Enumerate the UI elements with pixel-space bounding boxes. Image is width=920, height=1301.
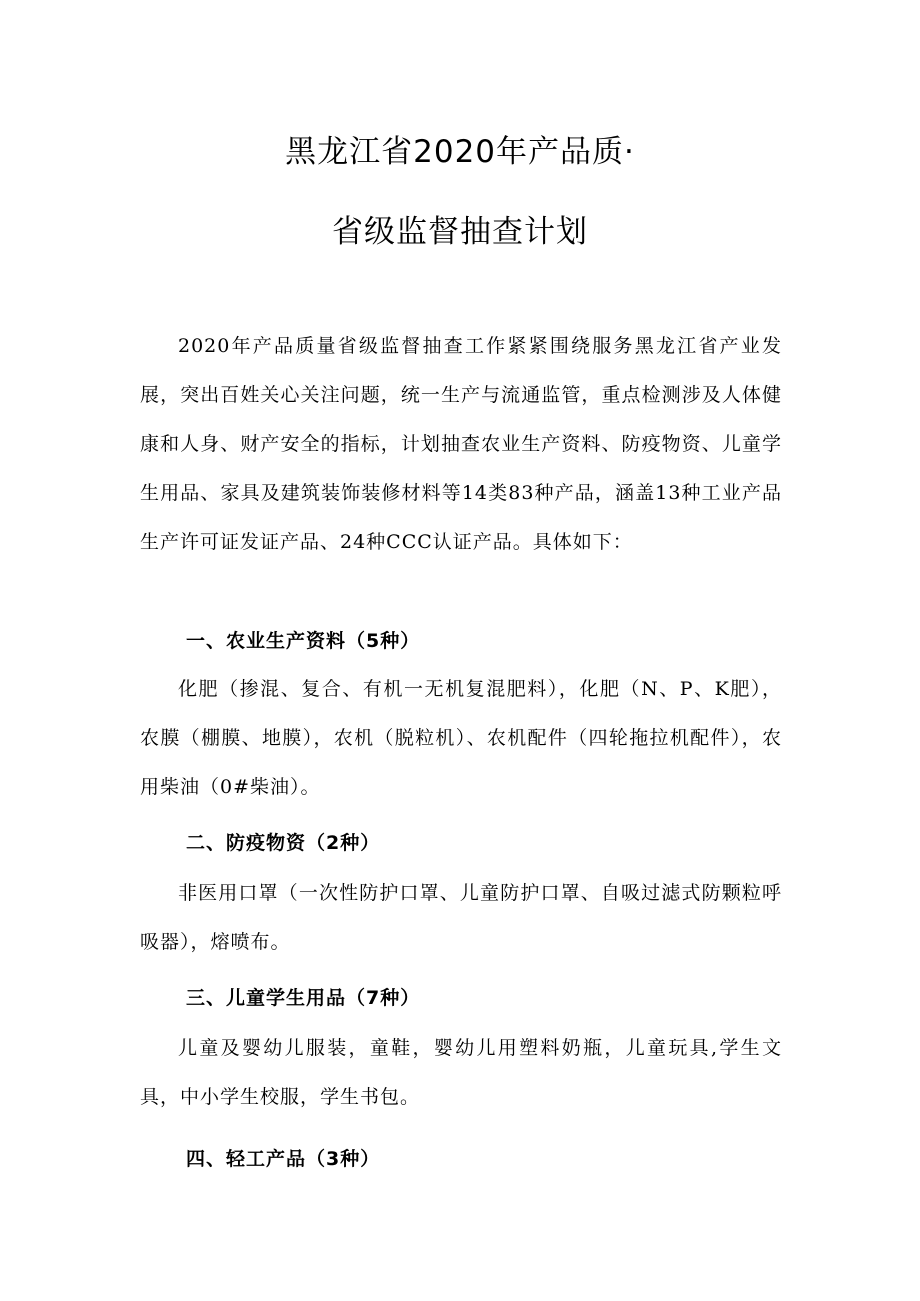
intro-paragraph: 2020年产品质量省级监督抽查工作紧紧围绕服务黑龙江省产业发展，突出百姓关心关注问题，统一生产与流通监管，重点检测涉及人体健康和人身、财产安全的指标，计划抽查农业生产资料、防疫物资、儿童学生用品、家具及建筑装饰装修材料等14类83种产品，涵盖13种工业产品生产许可证发证产品、24种CCC认证产品。具体如下： xyxy=(140,335,782,553)
section-heading-light-industry: 四、轻工产品（3种） xyxy=(186,1148,381,1170)
section-body-agriculture: 化肥（掺混、复合、有机一无机复混肥料），化肥（N、P、K肥），农膜（棚膜、地膜），农机（脱粒机）、农机配件（四轮拖拉机配件），农用柴油（0#柴油）。 xyxy=(140,678,782,798)
section-body-children-student-goods: 儿童及婴幼儿服装，童鞋，婴幼儿用塑料奶瓶，儿童玩具,学生文具，中小学生校服，学生书包。 xyxy=(140,1037,782,1108)
document-title-line-2: 省级监督抽查计划 xyxy=(332,214,588,250)
section-heading-children-student-goods: 三、儿童学生用品（7种） xyxy=(186,987,421,1009)
document-title-line-1: 黑龙江省2020年产品质· xyxy=(285,134,635,170)
section-heading-epidemic-supplies: 二、防疫物资（2种） xyxy=(186,832,381,854)
section-heading-agriculture: 一、农业生产资料（5种） xyxy=(186,630,421,652)
section-body-epidemic-supplies: 非医用口罩（一次性防护口罩、儿童防护口罩、自吸过滤式防颗粒呼吸器），熔喷布。 xyxy=(140,882,782,953)
